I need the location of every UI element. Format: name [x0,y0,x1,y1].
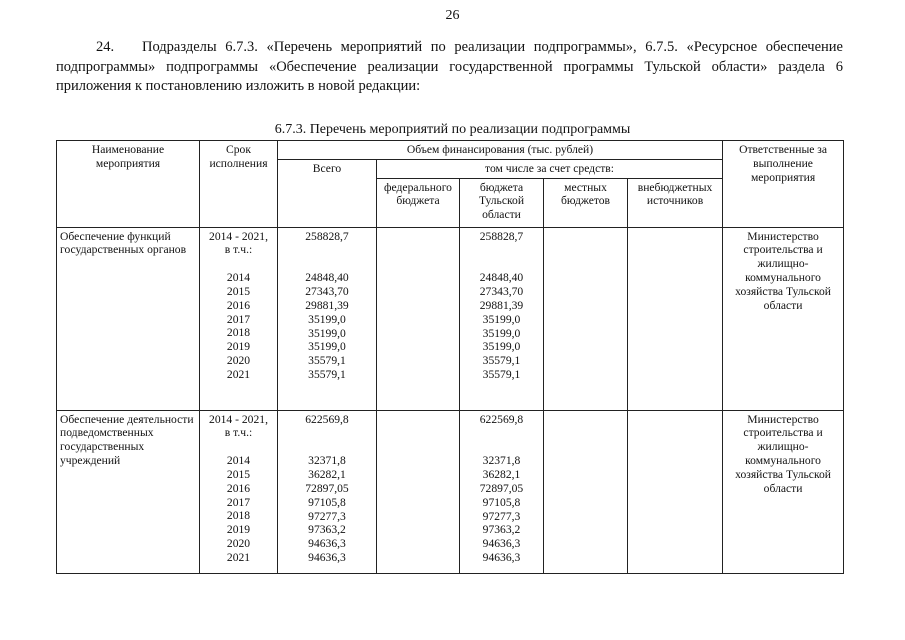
year-label: 2015 [226,284,251,298]
total-value: 258828,7 [305,229,349,243]
year-regional: 94636,3 [482,550,521,564]
year-label: 2017 [226,312,251,326]
header-federal: федерального бюджета [377,178,460,227]
year-label: 2018 [226,326,251,340]
year-label: 2014 [226,271,251,285]
year-total: 97277,3 [308,509,346,523]
row-federal [377,227,460,410]
year-regional: 27343,70 [479,285,524,299]
year-total: 35579,1 [308,367,346,381]
intro-paragraph [56,38,843,97]
year-regional: 35579,1 [482,354,521,368]
header-local: местных бюджетов [544,178,628,227]
row-period [200,227,278,410]
year-total: 35199,0 [308,326,346,340]
period-note: в т.ч.: [224,243,253,257]
year-regional: 35199,0 [482,312,521,326]
year-label: 2016 [226,298,251,312]
row-federal [377,410,460,573]
year-label: 2019 [226,523,251,537]
year-regional: 29881,39 [479,298,524,312]
year-regional: 24848,40 [479,271,524,285]
header-total: Всего [278,159,377,227]
header-regional: бюджета Тульской области [460,178,544,227]
year-regional: 35199,0 [482,326,521,340]
year-regional: 94636,3 [482,537,521,551]
year-regional: 35199,0 [482,340,521,354]
intro-text: Подразделы 6.7.3. «Перечень мероприятий по реализации подпрограммы», 6.7.5. «Ресурсное обеспечение подпрограммы» подпрограммы «Обеспечение реализации государственной программы Тульской области» раздела 6 приложения к постановлению изложить в новой редакции: [56,39,843,94]
year-total: 72897,05 [305,481,349,495]
header-row-1 [57,141,844,160]
row-local [544,227,628,410]
row-total [278,227,377,410]
year-label: 2015 [226,467,251,481]
row-regional [460,410,544,573]
row-extra [628,227,723,410]
year-label: 2014 [226,454,251,468]
year-label: 2016 [226,481,251,495]
table-title: 6.7.3. Перечень мероприятий по реализации подпрограммы [274,122,631,137]
year-label: 2019 [226,340,251,354]
year-regional: 97105,8 [482,495,521,509]
row-name: Обеспечение функций государственных органов [57,227,200,410]
page-number: 26 [445,8,460,23]
year-regional: 35579,1 [482,367,521,381]
table-row [57,410,844,573]
row-name: Обеспечение деятельности подведомственных государственных учреждений [57,410,200,573]
year-label: 2020 [226,536,251,550]
year-regional: 32371,8 [482,454,521,468]
measures-table [56,140,844,574]
year-total: 35199,0 [308,312,346,326]
header-responsible: Ответственные за выполнение мероприятия [723,141,844,228]
total-value: 622569,8 [305,412,349,426]
year-total: 29881,39 [305,298,349,312]
header-including: том числе за счет средств: [377,159,723,178]
year-label: 2017 [226,495,251,509]
year-total: 97105,8 [308,495,346,509]
year-total: 32371,8 [308,454,346,468]
year-label: 2021 [226,367,251,381]
year-label: 2020 [226,353,251,367]
row-responsible: Министерство строительства и жилищно-коммунального хозяйства Тульской области [723,227,844,410]
row-regional [460,227,544,410]
year-total: 35579,1 [308,354,346,368]
year-total: 35199,0 [308,340,346,354]
year-total: 94636,3 [308,550,346,564]
year-label: 2021 [226,550,251,564]
year-total: 36282,1 [308,468,346,482]
regional-value: 258828,7 [479,229,524,243]
year-total: 94636,3 [308,537,346,551]
year-total: 97363,2 [308,523,346,537]
year-total: 27343,70 [305,285,349,299]
header-term: Срок исполнения [200,141,278,228]
row-local [544,410,628,573]
year-regional: 97363,2 [482,523,521,537]
year-label: 2018 [226,509,251,523]
regional-value: 622569,8 [479,412,524,426]
header-extra: внебюджетных источников [628,178,723,227]
year-regional: 36282,1 [482,468,521,482]
row-extra [628,410,723,573]
period-range: 2014 - 2021, [209,229,268,243]
row-responsible: Министерство строительства и жилищно-коммунального хозяйства Тульской области [723,410,844,573]
row-total [278,410,377,573]
header-name: Наименование мероприятия [57,141,200,228]
period-note: в т.ч.: [224,426,253,440]
year-total: 24848,40 [305,271,349,285]
year-regional: 97277,3 [482,509,521,523]
table-row [57,227,844,410]
row-period [200,410,278,573]
header-funding: Объем финансирования (тыс. рублей) [278,141,723,160]
item-number: 24. [96,39,115,55]
year-regional: 72897,05 [479,481,524,495]
period-range: 2014 - 2021, [209,412,268,426]
